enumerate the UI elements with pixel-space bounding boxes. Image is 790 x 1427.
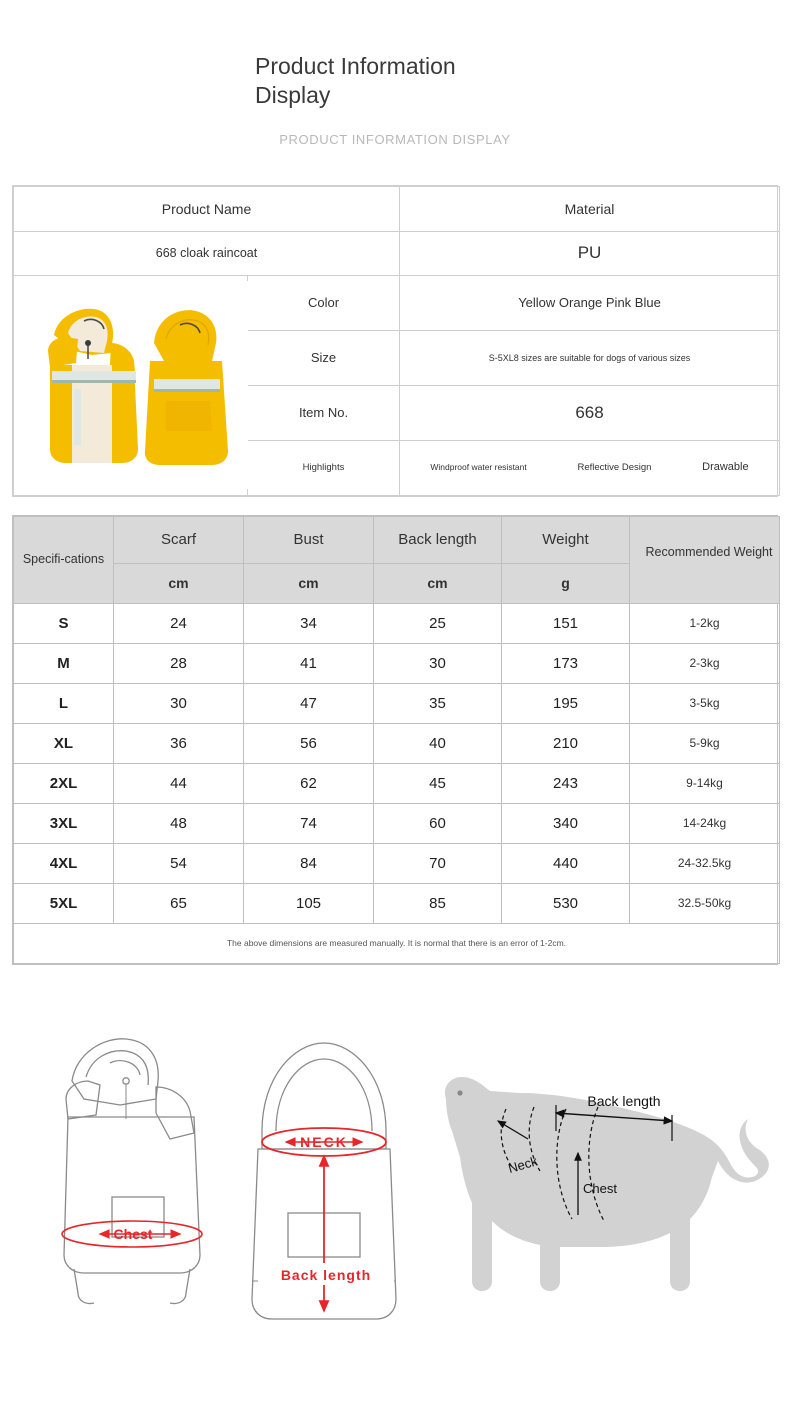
weight-xl: 210	[502, 723, 630, 763]
color-value: Yellow Orange Pink Blue	[400, 275, 780, 330]
back-length-measure-front	[258, 1156, 394, 1311]
bust-2xl: 62	[244, 763, 374, 803]
scarf-5xl: 65	[114, 883, 244, 923]
bust-m: 41	[244, 643, 374, 683]
back-m: 30	[374, 643, 502, 683]
page-header	[0, 0, 790, 147]
table-row	[14, 923, 780, 963]
bust-5xl: 105	[244, 883, 374, 923]
size-label: Size	[248, 330, 400, 385]
size-spec-table	[12, 515, 778, 965]
highlight-windproof: Windproof water resistant	[430, 462, 527, 473]
neck-measure-front	[262, 1128, 386, 1156]
highlights-value	[400, 440, 780, 495]
table-row	[14, 603, 780, 643]
product-name-header: Product Name	[14, 186, 400, 231]
dog-chest-label: Chest	[583, 1180, 617, 1196]
product-info-table	[12, 185, 778, 497]
bust-xl: 56	[244, 723, 374, 763]
neck-label: NECK	[300, 1133, 348, 1150]
measurement-diagram	[0, 981, 790, 1331]
weight-s: 151	[502, 603, 630, 643]
highlight-drawable: Drawable	[702, 460, 749, 473]
weight-3xl: 340	[502, 803, 630, 843]
product-image	[14, 275, 248, 495]
spec-header-bust: Bust	[244, 516, 374, 563]
size-m: M	[14, 643, 114, 683]
back-length-label: Back length	[280, 1266, 372, 1283]
page-subtitle: PRODUCT INFORMATION DISPLAY	[279, 131, 511, 147]
scarf-3xl: 48	[114, 803, 244, 843]
material-header: Material	[400, 186, 780, 231]
back-5xl: 85	[374, 883, 502, 923]
weight-m: 173	[502, 643, 630, 683]
measurement-diagram-svg	[0, 981, 790, 1331]
weight-5xl: 530	[502, 883, 630, 923]
item-no-label: Item No.	[248, 385, 400, 440]
table-row	[14, 186, 780, 231]
table-row	[14, 231, 780, 275]
dog-neck-label: Neck	[506, 1152, 540, 1176]
scarf-m: 28	[114, 643, 244, 683]
unit-back-length: cm	[374, 563, 502, 603]
back-xl: 40	[374, 723, 502, 763]
scarf-4xl: 54	[114, 843, 244, 883]
back-2xl: 45	[374, 763, 502, 803]
scarf-s: 24	[114, 603, 244, 643]
scarf-l: 30	[114, 683, 244, 723]
unit-bust: cm	[244, 563, 374, 603]
size-l: L	[14, 683, 114, 723]
size-3xl: 3XL	[14, 803, 114, 843]
rec-l: 3-5kg	[630, 683, 780, 723]
spec-header-recommended-weight: Recommended Weight	[630, 516, 780, 603]
scarf-xl: 36	[114, 723, 244, 763]
unit-weight: g	[502, 563, 630, 603]
coat-front-drawing	[64, 1038, 200, 1303]
weight-l: 195	[502, 683, 630, 723]
table-row	[14, 683, 780, 723]
chest-label: Chest	[113, 1225, 153, 1242]
size-s: S	[14, 603, 114, 643]
highlights-label: Highlights	[248, 440, 400, 495]
bust-3xl: 74	[244, 803, 374, 843]
size-xl: XL	[14, 723, 114, 763]
table-row	[14, 516, 780, 563]
spec-header-specifications: Specifi-cations	[14, 516, 114, 603]
rec-s: 1-2kg	[630, 603, 780, 643]
dog-back-length-label: Back length	[587, 1092, 661, 1109]
product-name-value: 668 cloak raincoat	[14, 231, 400, 275]
measurement-note: The above dimensions are measured manually. It is normal that there is an error of 1-2cm.	[14, 923, 780, 963]
table-row	[14, 723, 780, 763]
size-5xl: 5XL	[14, 883, 114, 923]
bust-4xl: 84	[244, 843, 374, 883]
spec-header-weight: Weight	[502, 516, 630, 563]
rec-m: 2-3kg	[630, 643, 780, 683]
back-s: 25	[374, 603, 502, 643]
table-row	[14, 275, 780, 330]
size-value: S-5XL8 sizes are suitable for dogs of various sizes	[400, 330, 780, 385]
table-row	[14, 883, 780, 923]
unit-scarf: cm	[114, 563, 244, 603]
table-row	[14, 643, 780, 683]
bust-l: 47	[244, 683, 374, 723]
highlight-reflective: Reflective Design	[577, 461, 652, 473]
chest-measure-front	[62, 1221, 202, 1247]
table-row	[14, 843, 780, 883]
back-3xl: 60	[374, 803, 502, 843]
back-l: 35	[374, 683, 502, 723]
table-row	[14, 803, 780, 843]
dog-raincoat-illustration	[14, 281, 248, 489]
weight-4xl: 440	[502, 843, 630, 883]
color-label: Color	[248, 275, 400, 330]
spec-header-back-length: Back length	[374, 516, 502, 563]
bust-s: 34	[244, 603, 374, 643]
rec-4xl: 24-32.5kg	[630, 843, 780, 883]
page-title: Product Information Display	[255, 53, 456, 108]
scarf-2xl: 44	[114, 763, 244, 803]
rec-5xl: 32.5-50kg	[630, 883, 780, 923]
table-row	[14, 763, 780, 803]
rec-xl: 5-9kg	[630, 723, 780, 763]
size-2xl: 2XL	[14, 763, 114, 803]
rec-2xl: 9-14kg	[630, 763, 780, 803]
weight-2xl: 243	[502, 763, 630, 803]
rec-3xl: 14-24kg	[630, 803, 780, 843]
size-4xl: 4XL	[14, 843, 114, 883]
spec-header-scarf: Scarf	[114, 516, 244, 563]
material-value: PU	[400, 231, 780, 275]
item-no-value: 668	[400, 385, 780, 440]
back-4xl: 70	[374, 843, 502, 883]
